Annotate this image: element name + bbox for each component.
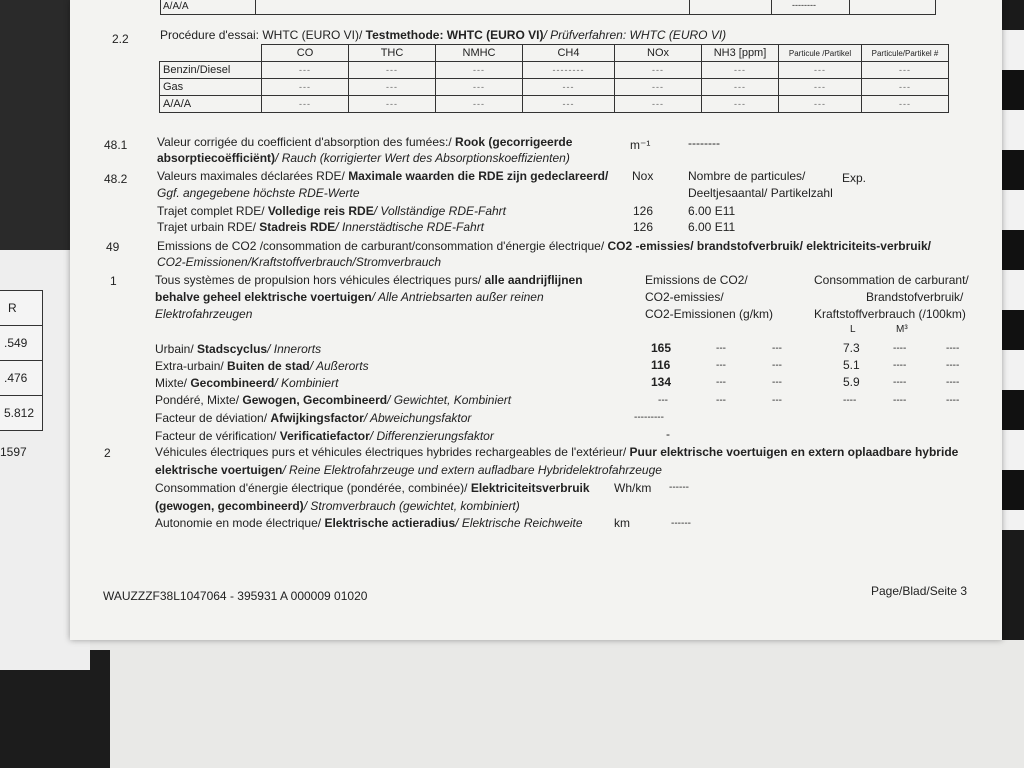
left-sheet-below: 1597 [0,445,27,459]
section-number: 48.2 [104,172,128,186]
value: ------ [669,482,689,493]
fuel-value: 7.3 [843,341,860,355]
text-line: behalve geheel elektrische voertuigen/ Alle Antriebsarten außer reinen [155,290,544,304]
cell: -------- [523,62,615,79]
value: ------ [671,518,691,529]
left-sheet-header: R [0,291,42,326]
column-header: Deeltjesaantal/ Partikelzahl [688,186,833,200]
section-number: 48.1 [104,138,128,152]
cell: --- [702,62,779,79]
section-number: 2.2 [112,32,129,46]
value: 6.00 E11 [688,204,736,218]
cell: --- [523,79,615,96]
fuel-value: 5.1 [843,358,860,372]
cell: --- [772,360,782,371]
cell: ---- [893,395,907,406]
column-header: Consommation de carburant/ [814,273,969,287]
row-label: A/A/A [160,96,262,113]
cell: --- [772,377,782,388]
text-line: Trajet complet RDE/ Volledige reis RDE/ Vollständige RDE-Fahrt [157,204,507,218]
table-row [160,62,949,79]
cell: --- [615,96,702,113]
text-line: Autonomie en mode électrique/ Elektrische actieradius/ Elektrische Reichweite [155,516,583,530]
section-number: 49 [106,240,120,254]
emission-row-label: Mixte/ Gecombineerd/ Kombiniert [155,376,339,390]
cell: --- [779,96,862,113]
column-header: Nox [632,169,654,183]
table-header-row [160,45,949,62]
cell: --- [436,62,523,79]
cell: --- [772,343,782,354]
page-number: Page/Blad/Seite 3 [871,584,968,598]
value: - [666,427,670,441]
column-header: CO2-emissies/ [645,290,724,304]
cell: --- [779,62,862,79]
value: 126 [633,204,654,218]
cell: ---- [946,395,960,406]
unit-label: M³ [896,324,908,335]
text-line: Trajet urbain RDE/ Stadreis RDE/ Innerstädtische RDE-Fahrt [157,220,485,234]
section-title: Procédure d'essai: WHTC (EURO VI)/ Testmethode: WHTC (EURO VI)/ Prüfverfahren: WHTC (EURO VI) [160,28,727,42]
text-line: Véhicules électriques purs et véhicules électriques hybrides rechargeables de l'extérieur/ Puur elektrische voertuigen en extern oplaadbare hybride [155,445,959,459]
cell: --- [716,377,726,388]
header-co: CO [262,45,349,62]
text-line: Elektrofahrzeugen [155,307,253,321]
unit-label: L [850,324,856,335]
cell: --- [615,79,702,96]
text-line: Valeur corrigée du coefficient d'absorption des fumées:/ Rook (gecorrigeerde [157,135,573,149]
cell: --- [702,79,779,96]
text-line: absorptiecoëfficiënt)/ Rauch (korrigierter Wert des Absorptionskoeffizienten) [157,151,570,165]
text-line: (gewogen, gecombineerd)/ Stromverbrauch (gewichtet, kombiniert) [155,499,520,513]
text-line: Tous systèmes de propulsion hors véhicules électriques purs/ alle aandrijflijnen [155,273,583,287]
cell: --- [716,360,726,371]
cell: ---- [946,377,960,388]
cell: --- [349,79,436,96]
fuel-value: 5.9 [843,375,860,389]
header-particle-count: Particule/Partikel # [862,45,949,62]
co2-value: 116 [651,358,671,372]
cell: --- [862,96,949,113]
cell: ---- [893,360,907,371]
cell: --- [779,79,862,96]
cell: --- [262,96,349,113]
cell: --- [716,395,726,406]
text-line: CO2-Emissionen/Kraftstoffverbrauch/Stromverbrauch [157,255,442,269]
unit-label: km [614,516,630,530]
cell: ---- [946,360,960,371]
cell: --- [772,395,782,406]
header-nh3: NH3 [ppm] [702,45,779,62]
table-row [160,96,949,113]
left-sheet-value: .476 [0,361,42,396]
cell: --- [716,343,726,354]
column-header: Kraftstoffverbrauch (/100km) [814,307,966,321]
top-cropped-table [160,0,936,15]
text-line: elektrische voertuigen/ Reine Elektrofahrzeuge und extern aufladbare Hybridelektrofahrzeuge [155,463,662,477]
left-sheet-value: 5.812 [4,406,35,420]
cell: ---- [843,395,857,406]
value: --------- [634,412,664,423]
value: 6.00 E11 [688,220,736,234]
top-table-dashes: -------- [792,0,816,10]
row-label: Benzin/Diesel [160,62,262,79]
section-number: 1 [110,274,117,288]
vin-footer: WAUZZZF38L1047064 - 395931 A 000009 01020 [103,589,368,603]
header-particle: Particule /Partikel [779,45,862,62]
cell: --- [436,79,523,96]
text-line: Facteur de vérification/ Verificatiefactor/ Differenzierungsfaktor [155,429,494,443]
column-header: CO2-Emissionen (g/km) [645,307,774,321]
cell: --- [862,79,949,96]
column-header: Brandstofverbruik/ [866,290,964,304]
cell: --- [862,62,949,79]
left-sheet-value: .549 [0,326,42,361]
header-nox: NOx [615,45,702,62]
text-line: Valeurs maximales déclarées RDE/ Maximale waarden die RDE zijn gedeclareerd/ [157,169,609,183]
column-header: Emissions de CO2/ [645,273,748,287]
background-pattern [1000,30,1024,530]
cell: --- [349,96,436,113]
header-thc: THC [349,45,436,62]
section-number: 2 [104,446,111,460]
background-desk [0,640,1024,768]
text-line: Consommation d'énergie électrique (pondérée, combinée)/ Elektriciteitsverbruik [155,481,590,495]
cell: --- [349,62,436,79]
co2-value: 134 [651,375,672,389]
cell: --- [702,96,779,113]
emission-row-label: Extra-urbain/ Buiten de stad/ Außerorts [155,359,369,373]
unit-label: Wh/km [614,481,652,495]
column-header: Nombre de particules/ [688,169,806,183]
header-ch4: CH4 [523,45,615,62]
emission-row-label: Pondéré, Mixte/ Gewogen, Gecombineerd/ Gewichtet, Kombiniert [155,393,512,407]
unit-label: m⁻¹ [630,138,651,152]
cell: ---- [893,377,907,388]
text-line: Facteur de déviation/ Afwijkingsfactor/ Abweichungsfaktor [155,411,472,425]
cell: --- [436,96,523,113]
top-table-label: A/A/A [163,1,189,12]
cell: ---- [893,343,907,354]
cell: --- [658,395,668,406]
cell: --- [262,62,349,79]
cell: --- [262,79,349,96]
cell: --- [615,62,702,79]
table-row [160,79,949,96]
whtc-table [159,44,949,113]
header-nmhc: NMHC [436,45,523,62]
co2-value: 165 [651,341,672,355]
row-label: Gas [160,79,262,96]
text-line: Ggf. angegebene höchste RDE-Werte [157,186,360,200]
text-line: Emissions de CO2 /consommation de carburant/consommation d'énergie électrique/ CO2 -emissies/ brandstofverbruik/ elektriciteits-verbruik/ [157,239,931,253]
cell: ---- [946,343,960,354]
value: 126 [633,220,654,234]
left-sheet-table [0,290,43,431]
column-header: Exp. [842,171,867,185]
cell: --- [523,96,615,113]
emission-row-label: Urbain/ Stadscyclus/ Innerorts [155,342,322,356]
value: -------- [688,136,720,150]
